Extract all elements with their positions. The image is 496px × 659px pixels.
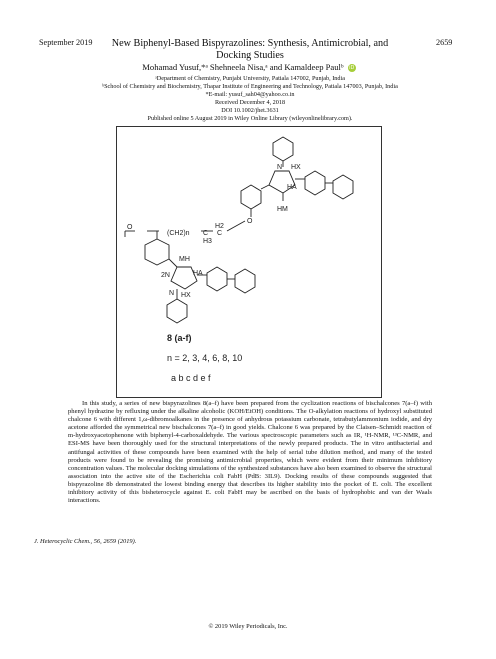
affiliation-1: ᵃDepartment of Chemistry, Punjabi University, Patiala 147002, Punjab, India bbox=[155, 75, 345, 82]
affiliation-2: ᵇSchool of Chemistry and Biochemistry, Thapar Institute of Engineering and Technology, Patiala 147003, Punjab, India bbox=[102, 83, 398, 90]
page-number: 2659 bbox=[436, 38, 453, 47]
authors-text: Mohamad Yusuf,*ᵃ Shehneela Nisa,ᵃ and Kamaldeep Paulᵇ bbox=[142, 62, 344, 72]
received-date: Received December 4, 2018 bbox=[214, 99, 286, 106]
label-n-top: N bbox=[277, 164, 283, 171]
series-letters: a b c d e f bbox=[171, 373, 211, 383]
biphenyl-ring-2 bbox=[333, 175, 353, 199]
label-h3: H3 bbox=[203, 238, 212, 245]
bottom-aryl-ring bbox=[145, 239, 169, 265]
label-h2: H2 bbox=[215, 223, 224, 230]
orcid-icon[interactable]: iD bbox=[349, 65, 355, 72]
label-o-right: O bbox=[247, 218, 253, 225]
label-ch2n: (CH2)n bbox=[167, 230, 190, 237]
label-ha-bottom: HA bbox=[193, 270, 203, 277]
label-c-right: C bbox=[203, 230, 209, 237]
label-c-left: C bbox=[217, 230, 223, 237]
label-n2: 2N bbox=[161, 272, 170, 279]
published-online: Published online 5 August 2019 in Wiley Online Library (wileyonlinelibrary.com). bbox=[147, 115, 353, 122]
label-n1: N bbox=[169, 290, 175, 297]
structure-diagram bbox=[117, 127, 383, 399]
top-phenyl-ring bbox=[273, 137, 293, 161]
abstract bbox=[68, 400, 432, 505]
compound-label: 8 (a-f) bbox=[167, 333, 192, 343]
article-title: New Biphenyl-Based Bispyrazolines: Synthesis, Antimicrobial, and Docking Studies bbox=[111, 38, 389, 61]
top-aryl-ring bbox=[241, 185, 261, 209]
issue-date: September 2019 bbox=[39, 38, 93, 47]
label-ha-top: HA bbox=[287, 184, 297, 191]
label-hx-top: HX bbox=[291, 164, 301, 171]
author-line bbox=[100, 62, 400, 72]
bottom-biphenyl-ring-2 bbox=[235, 269, 255, 293]
label-o-left: O bbox=[127, 224, 133, 231]
corresponding-email: *E-mail: yusuf_sah04@yahoo.co.in bbox=[205, 91, 295, 98]
copyright: © 2019 Wiley Periodicals, Inc. bbox=[208, 623, 288, 630]
n-values: n = 2, 3, 4, 6, 8, 10 bbox=[167, 353, 243, 363]
bottom-biphenyl-ring-1 bbox=[207, 267, 227, 291]
label-mh: MH bbox=[179, 256, 190, 263]
abstract-text: In this study, a series of new bispyrazolines 8(a–f) have been prepared from the cyclization reactions of bischalcones 7(a–f) with phenyl hydrazine by refluxing under the alkaline alcoholic (KOH/EtOH) conditions. The O-alkylation reactions of hydroxyl substituted chalcone 6 with different 1,ω-dibromoalkanes in the presence of anhydrous potassium carbonate, tetrabutylammonium iodide, and dry acetone afforded the symmetrical new bischalcones 7(a–f) in good yields. Chalcone 6 was prepared by the Claisen–Schmidt reaction of m-hydroxyacetophenone with biphenyl-4-carboxaldehyde. The various spectroscopic parameters such as IR, ¹H-NMR, ¹³C-NMR, and ESI-MS have been thoroughly used for the structural interpretations of the newly prepared products. The in vitro antibacterial and antifungal activities of these compounds have been examined with the help of serial tube dilution method, and many of the tested products were found to be revealing the promising antimicrobial properties, which were evident from their minimum inhibitory concentration values. The molecular docking simulations of the synthesized substances have also been examined to observe the structural association into the active site of the Escherichia coli FabH (PdB: 3IL9). Docking results of these compounds suggested that bispyrazoline 8b demonstrated the lowest binding energy that describes its higher stability into the pocket of E. coli. The excellent inhibitory activity of this bisheterocycle against E. coli FabH may be ascribed on the basis of hydrophobic and van der Waals interactions. bbox=[68, 400, 432, 505]
journal-citation: J. Heterocyclic Chem., 56, 2659 (2019). bbox=[34, 538, 137, 545]
doi: DOI 10.1002/jhet.3631 bbox=[221, 107, 279, 114]
label-hx-bottom: HX bbox=[181, 292, 191, 299]
graphical-abstract bbox=[116, 126, 382, 398]
biphenyl-ring-1 bbox=[305, 171, 325, 195]
bottom-phenyl-ring bbox=[167, 299, 187, 323]
label-hm-top: HM bbox=[277, 206, 288, 213]
